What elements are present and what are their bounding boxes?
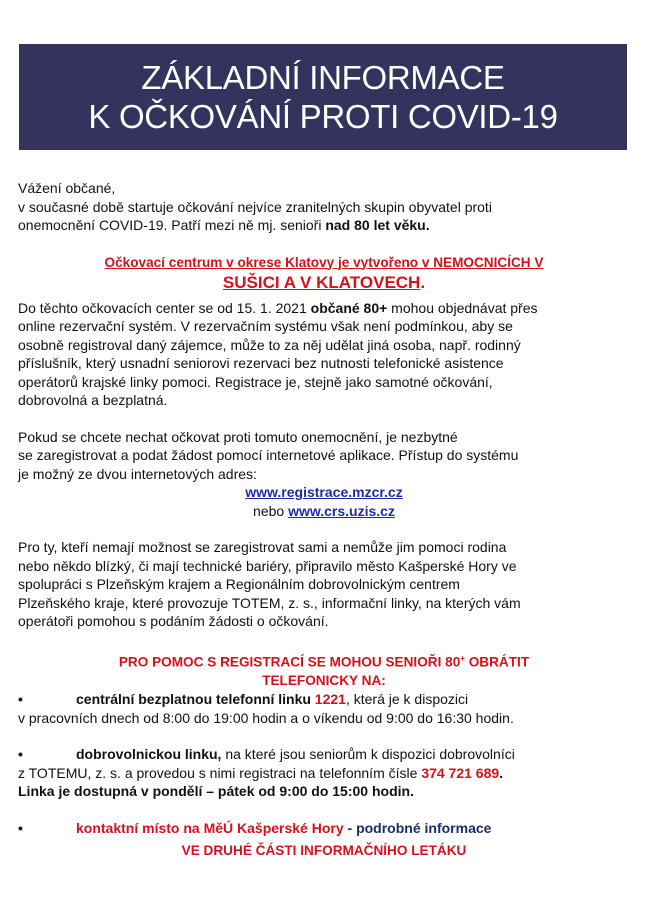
title-line-1: ZÁKLADNÍ INFORMACE (141, 59, 505, 96)
booking-paragraph (18, 299, 630, 410)
bullet-central-line (18, 690, 630, 727)
bullet-contact-point (18, 819, 630, 861)
assistance-line-2: nebo někdo blízký, či mají technické bariéry, připravilo město Kašperské Hory ve (18, 557, 517, 574)
registration-line-2: se zaregistrovat a podat žádost pomocí internetové aplikace. Přístup do systému (18, 447, 519, 463)
or-label: nebo (253, 502, 289, 519)
booking-line-4: příslušník, který usnadní seniorovi rezervaci bez nutnosti telefonické asistence (18, 355, 504, 371)
booking-line-6: dobrovolná a bezplatná. (18, 392, 168, 408)
bullet-1-line-1: • centrální bezplatnou telefonní linku 1221, která je k dispozici (18, 691, 469, 708)
phone-volunteer: 374 721 689 (421, 764, 500, 781)
assistance-line-5: operátoři pomohou s podáním žádosti o očkování. (18, 613, 329, 629)
centre-line-1: Očkovací centrum v okrese Klatovy je vytvořeno v NEMOCNICÍCH V (104, 254, 544, 270)
centre-line-2: SUŠICI A V KLATOVECH. (222, 272, 426, 292)
intro-line-2: onemocnění COVID-19. Patří mezi ně mj. senioři nad 80 let věku. (18, 217, 430, 233)
bullet-3-line-1: • kontaktní místo na MěÚ Kašperské Hory - podrobné informace (18, 819, 492, 836)
booking-line-5: operátorů krajské linky pomoci. Registrace je, stejně jako samotné očkování, (18, 373, 493, 390)
help-heading-line-2: TELEFONICKY NA: (262, 673, 386, 689)
phone-1221: 1221 (314, 691, 346, 708)
bullet-dot: • (18, 746, 23, 763)
registration-line-3: je možný ze dvou internetových adres: (18, 465, 257, 482)
greeting: Vážení občané, (18, 180, 116, 196)
letter-body (18, 179, 630, 860)
help-heading-line-1: PRO POMOC S REGISTRACÍ SE MOHOU SENIOŘI 80+ OBRÁTIT (118, 653, 530, 670)
vaccination-centre-notice (18, 253, 630, 294)
age-emphasis: nad 80 let věku. (325, 217, 430, 233)
title-banner (19, 44, 627, 150)
assistance-line-3: spolupráci s Plzeňským krajem a Regionálním dobrovolnickým centrem (18, 576, 460, 592)
title-line-2: K OČKOVÁNÍ PROTI COVID-19 (88, 98, 558, 135)
bullet-2-line-2: z TOTEMU, z. s. a provedou s nimi registraci na telefonním čísle 374 721 689. (18, 764, 504, 781)
bullet-2-line-3: Linka je dostupná v pondělí – pátek od 9:00 do 15:00 hodin. (18, 783, 414, 800)
booking-line-3: osobně registroval daný zájemce, může to za něj udělat jiná osoba, např. rodinný (18, 336, 521, 353)
help-heading (18, 649, 630, 691)
bullet-1-line-2: v pracovních dnech od 8:00 do 19:00 hodin a o víkendu od 9:00 do 16:30 hodin. (18, 709, 514, 726)
assistance-line-4: Plzeňského kraje, které provozuje TOTEM, z. s., informační linky, na kterých vám (18, 594, 521, 611)
link-registrace-row (18, 483, 630, 502)
bullet-2-line-1: • dobrovolnickou linku, na které jsou seniorům k dispozici dobrovolníci (18, 746, 515, 763)
assistance-paragraph (18, 538, 630, 631)
bullet-3-line-2: VE DRUHÉ ČÁSTI INFORMAČNÍHO LETÁKU (181, 843, 467, 859)
link-crs-row (18, 502, 630, 521)
assistance-line-1: Pro ty, kteří nemají možnost se zaregistrovat sami a nemůže jim pomoci rodina (18, 539, 507, 555)
registration-line-1: Pokud se chcete nechat očkovat proti tomuto onemocnění, je nezbytné (18, 428, 458, 445)
booking-line-2: online rezervační systém. V rezervačním systému však není podmínkou, aby se (18, 318, 513, 334)
registration-paragraph (18, 428, 630, 484)
bullet-volunteer-line (18, 745, 630, 801)
booking-line-1: Do těchto očkovacích center se od 15. 1. 2021 občané 80+ mohou objednávat přes (18, 299, 538, 316)
intro-paragraph (18, 179, 630, 235)
intro-line-1: v současné době startuje očkování nejvíce zranitelných skupin obyvatel proti (18, 198, 492, 215)
bullet-dot: • (18, 691, 23, 708)
link-registrace-mzcr[interactable]: www.registrace.mzcr.cz (245, 484, 403, 500)
link-crs-uzis[interactable]: www.crs.uzis.cz (288, 502, 395, 519)
bullet-dot: • (18, 819, 23, 836)
